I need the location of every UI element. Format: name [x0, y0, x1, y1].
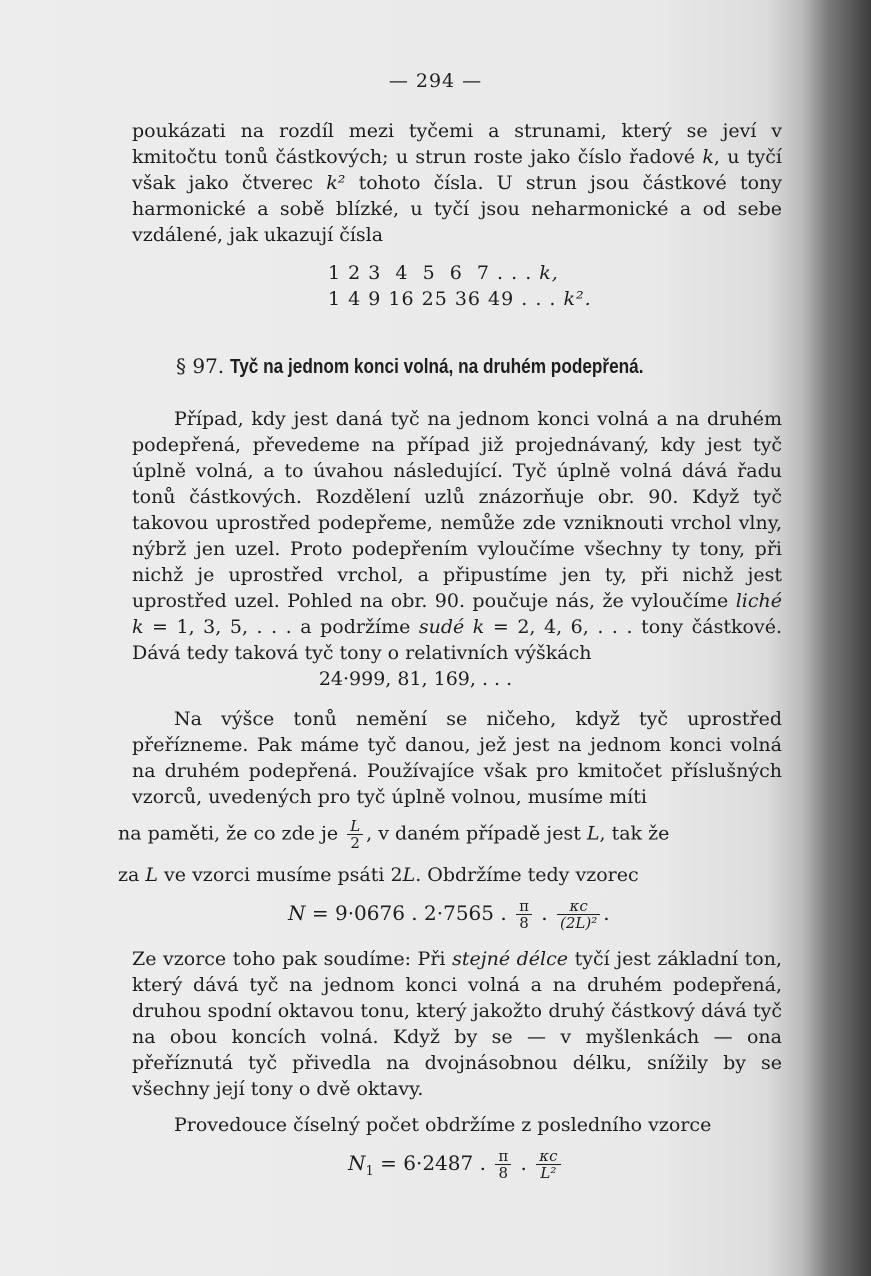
paragraph-2: Na výšce tonů nemění se ničeho, když tyč uprostřed přeřízneme. Pak máme tyč danou, jež jest na jednom konci volná na druhém podepřená. Používajíce však pro kmitočet příslušných vzorců, uvedených pro tyč úplně volnou, musíme míti	[132, 708, 782, 808]
page-number: — 294 —	[388, 70, 483, 92]
paragraph-3: Ze vzorce toho pak soudíme: Při stejné délce tyčí jest základní ton, který dává tyč na jednom konci volná a na druhém podepřená, druhou spodní oktavou tonu, který jakožto druhý částkový dává tyč na obou koncích volná. Když by se — v myšlenkách — ona přeříznutá tyč přivedla na dvojnásobnou délku, snížily by se všechny její tony o dvě oktavy.	[132, 948, 782, 1100]
sequence-row-k-squared: 1 4 9 16 25 36 49 . . . k².	[328, 288, 592, 310]
paragraph-4: Provedouce číselný počet obdržíme z posledního vzorce	[174, 1114, 712, 1136]
section-heading	[176, 354, 711, 379]
fraction-pi-over-8: $\frac{\pi}{8}$	[516, 898, 532, 931]
section-title: Tyč na jednom konci volná, na druhém podepřená.	[230, 356, 644, 378]
formula-frequency-numeric: $N_1 = 6\cdot 2487$ . $\frac{\pi}{8}$ . $\frac{\kappa c}{\text{L²}}$	[348, 1148, 564, 1181]
fraction-pi-over-8-second: $\frac{\pi}{8}$	[495, 1148, 511, 1181]
paragraph-2-fraction-line: na paměti, že co zde je $\frac{L}{2}$ , v daném případě jest L, tak že	[118, 817, 670, 852]
paragraph-2-last-line: za L ve vzorci musíme psáti 2L. Obdržíme tedy vzorec	[118, 864, 639, 886]
fraction-kc-over-2L-squared: $\frac{\kappa c}{\text{(2L)²}}$	[557, 898, 600, 931]
formula-frequency: N = 9·0676 . 2·7565 . $\frac{\pi}{8}$ . $\frac{\kappa c}{\text{(2L)²}}$ .	[288, 897, 610, 932]
paragraph-1: Případ, kdy jest daná tyč na jednom konci volná a na druhém podepřená, převedeme na případ již projednávaný, kdy jest tyč úplně volná, a to úvahou následující. Tyč úplně volná dává řadu tonů částkových. Rozdělení uzlů znázorňuje obr. 90. Když tyč takovou uprostřed podepřeme, nemůže zde vzniknouti vrchol vlny, nýbrž jen uzel. Proto podepřením vyloučíme všechny ty tony, při nichž je uprostřed vrchol, a připustíme jen ty, při nichž jest uprostřed uzel. Pohled na obr. 90. poučuje nás, že vyloučíme liché k = 1, 3, 5, . . . a podržíme sudé k = 2, 4, 6, . . . tony částkové. Dává tedy taková tyč tony o relativních výškách	[132, 408, 782, 664]
intro-paragraph: poukázati na rozdíl mezi tyčemi a strunami, který se jeví v kmitočtu tonů částkových; u strun roste jako číslo řadové k, u tyčí však jako čtverec k² tohoto čísla. U strun jsou částkové tony harmonické a sobě blízké, u tyčí jsou neharmonické a od sebe vzdálené, jak ukazují čísla	[132, 120, 782, 246]
sequence-row-k: 1 2 3 4 5 6 7 . . . k,	[328, 262, 559, 284]
fraction-L-over-2: $\frac{L}{2}$	[347, 818, 363, 851]
fraction-kc-over-L-squared: $\frac{\kappa c}{\text{L²}}$	[536, 1148, 560, 1181]
section-marker: § 97.	[176, 354, 225, 378]
relative-heights: 24·999, 81, 169, . . .	[318, 668, 513, 690]
